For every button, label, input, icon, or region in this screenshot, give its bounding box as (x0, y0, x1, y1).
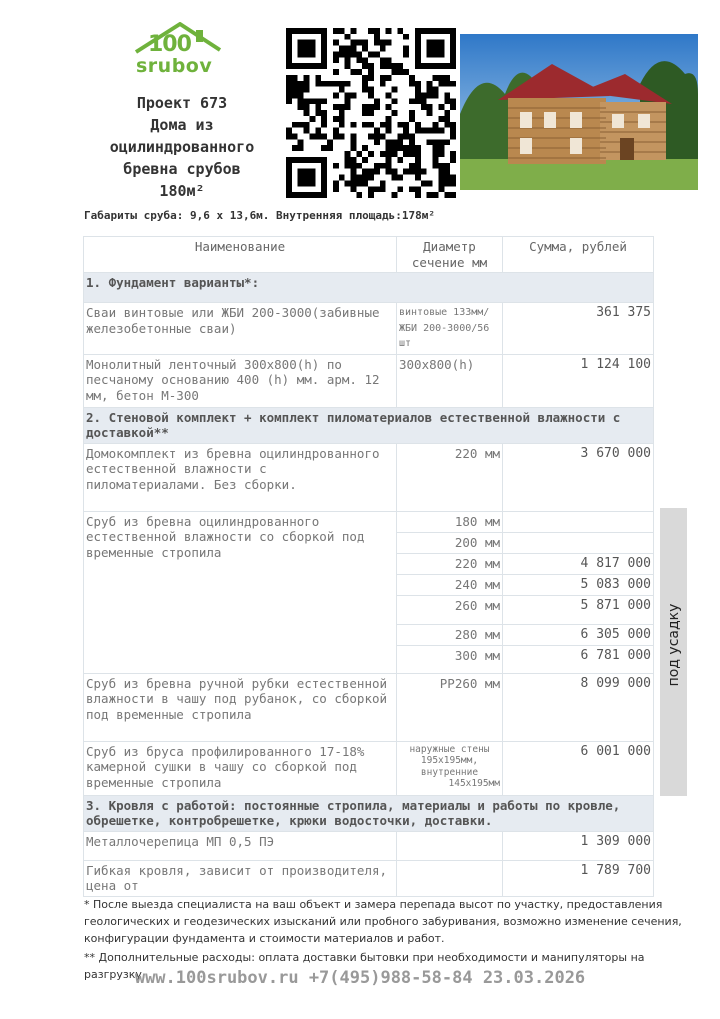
table-row (84, 303, 654, 355)
header-name: Наименование (84, 237, 397, 273)
item-diam: 300 мм (397, 645, 503, 673)
item-name: Монолитный ленточный 300x800(h) по песчаному основанию 400 (h) мм. арм. 12 мм, бетон М-300 (84, 354, 397, 407)
item-name: Гибкая кровля, зависит от производителя, цена от (84, 860, 397, 896)
title-line: 180м² (159, 182, 205, 200)
item-sum: 6 001 000 (503, 741, 654, 795)
price-table (83, 236, 654, 897)
item-diam-line: наружные стены (409, 743, 490, 755)
item-sum: 6 305 000 (503, 624, 654, 645)
table-row (84, 741, 654, 795)
item-sum: 1 124 100 (503, 354, 654, 407)
header-sum: Сумма, рублей (503, 237, 654, 273)
item-diam (397, 741, 503, 795)
item-diam: 220 мм (397, 443, 503, 511)
item-diam: 220 мм (397, 553, 503, 574)
header-diam: Диаметр сечение мм (397, 237, 503, 273)
footnote: ** Дополнительные расходы: оплата доставки бытовки при необходимости и манипуляторы на разгрузку. (84, 951, 645, 981)
section-title: 1. Фундамент варианты*: (84, 273, 654, 303)
dimensions-text: Габариты сруба: 9,6 х 13,6м. Внутренняя площадь:178м² (84, 209, 435, 222)
item-sum: 361 375 (503, 303, 654, 355)
item-sum: 8 099 000 (503, 673, 654, 741)
shrinkage-side-label (660, 508, 687, 796)
house-photo (460, 34, 698, 190)
item-sum: 4 817 000 (503, 553, 654, 574)
section-title: 3. Кровля с работой: постоянные стропила, материалы и работы по кровле, обрешетке, контробрешетке, крюки водосточки, доставки. (84, 795, 654, 831)
item-name: Сваи винтовые или ЖБИ 200-3000(забивные железобетонные сваи) (84, 303, 397, 355)
table-row (84, 511, 654, 532)
item-diam-line: 195x195мм, (420, 755, 479, 766)
item-sum (503, 532, 654, 553)
item-name: Металлочерепица МП 0,5 ПЭ (84, 831, 397, 860)
table-row (84, 831, 654, 860)
item-name: Сруб из бревна оцилиндрованного естественной влажности со сборкой под временные стропила (84, 511, 397, 673)
item-sum: 6 781 000 (503, 645, 654, 673)
section-title: 2. Стеновой комплект + комплект пиломатериалов естественной влажности с доставкой** (84, 407, 654, 443)
item-diam: винтовые 133мм/ЖБИ 200-3000/56 шт (397, 303, 503, 355)
logo-number: 100 (148, 32, 191, 57)
item-sum: 3 670 000 (503, 443, 654, 511)
item-diam: 180 мм (397, 511, 503, 532)
item-diam: 240 мм (397, 574, 503, 595)
project-title (82, 92, 282, 202)
section-row (84, 795, 654, 831)
item-diam-line: 145x195мм (448, 778, 500, 789)
item-sum: 1 309 000 (503, 831, 654, 860)
table-header-row (84, 237, 654, 273)
item-name: Домокомплект из бревна оцилиндрованного естественной влажности с пиломатериалами. Без сборки. (84, 443, 397, 511)
footer-contacts: www.100srubov.ru +7(495)988-58-84 23.03.2026 (134, 968, 586, 988)
footnote: * После выезда специалиста на ваш объект и замера перепада высот по участку, предоставления геологических и геодезических изысканий или пробного забуривания, возможно изменение сечения, конфигурации фундамента и стоимости материалов и работ. (84, 898, 682, 945)
item-diam: 200 мм (397, 532, 503, 553)
item-sum: 5 871 000 (503, 595, 654, 624)
item-name: Сруб из бревна ручной рубки естественной влажности в чашу под рубанок, со сборкой под временные стропила (84, 673, 397, 741)
title-line: Дома из (150, 116, 214, 134)
logo-word: srubov (136, 55, 213, 77)
side-label-text: под усадку (666, 603, 682, 687)
item-diam-line: внутренние (420, 766, 479, 778)
table-row (84, 354, 654, 407)
qr-code (286, 28, 456, 198)
table-row (84, 673, 654, 741)
table-row (84, 443, 654, 511)
item-diam: 280 мм (397, 624, 503, 645)
table-row (84, 860, 654, 896)
item-diam (397, 860, 503, 896)
title-line: Проект 673 (136, 94, 228, 112)
section-row (84, 407, 654, 443)
item-sum (503, 511, 654, 532)
item-diam: РР260 мм (397, 673, 503, 741)
title-line: бревна срубов (123, 160, 241, 178)
section-row (84, 273, 654, 303)
item-diam: 300x800(h) (397, 354, 503, 407)
item-diam (397, 831, 503, 860)
company-logo (128, 22, 226, 80)
item-sum: 5 083 000 (503, 574, 654, 595)
item-name: Сруб из бруса профилированного 17-18% камерной сушки в чашу со сборкой под временные стропила (84, 741, 397, 795)
item-sum: 1 789 700 (503, 860, 654, 896)
title-line: оцилиндрованного (109, 138, 255, 156)
item-diam: 260 мм (397, 595, 503, 624)
